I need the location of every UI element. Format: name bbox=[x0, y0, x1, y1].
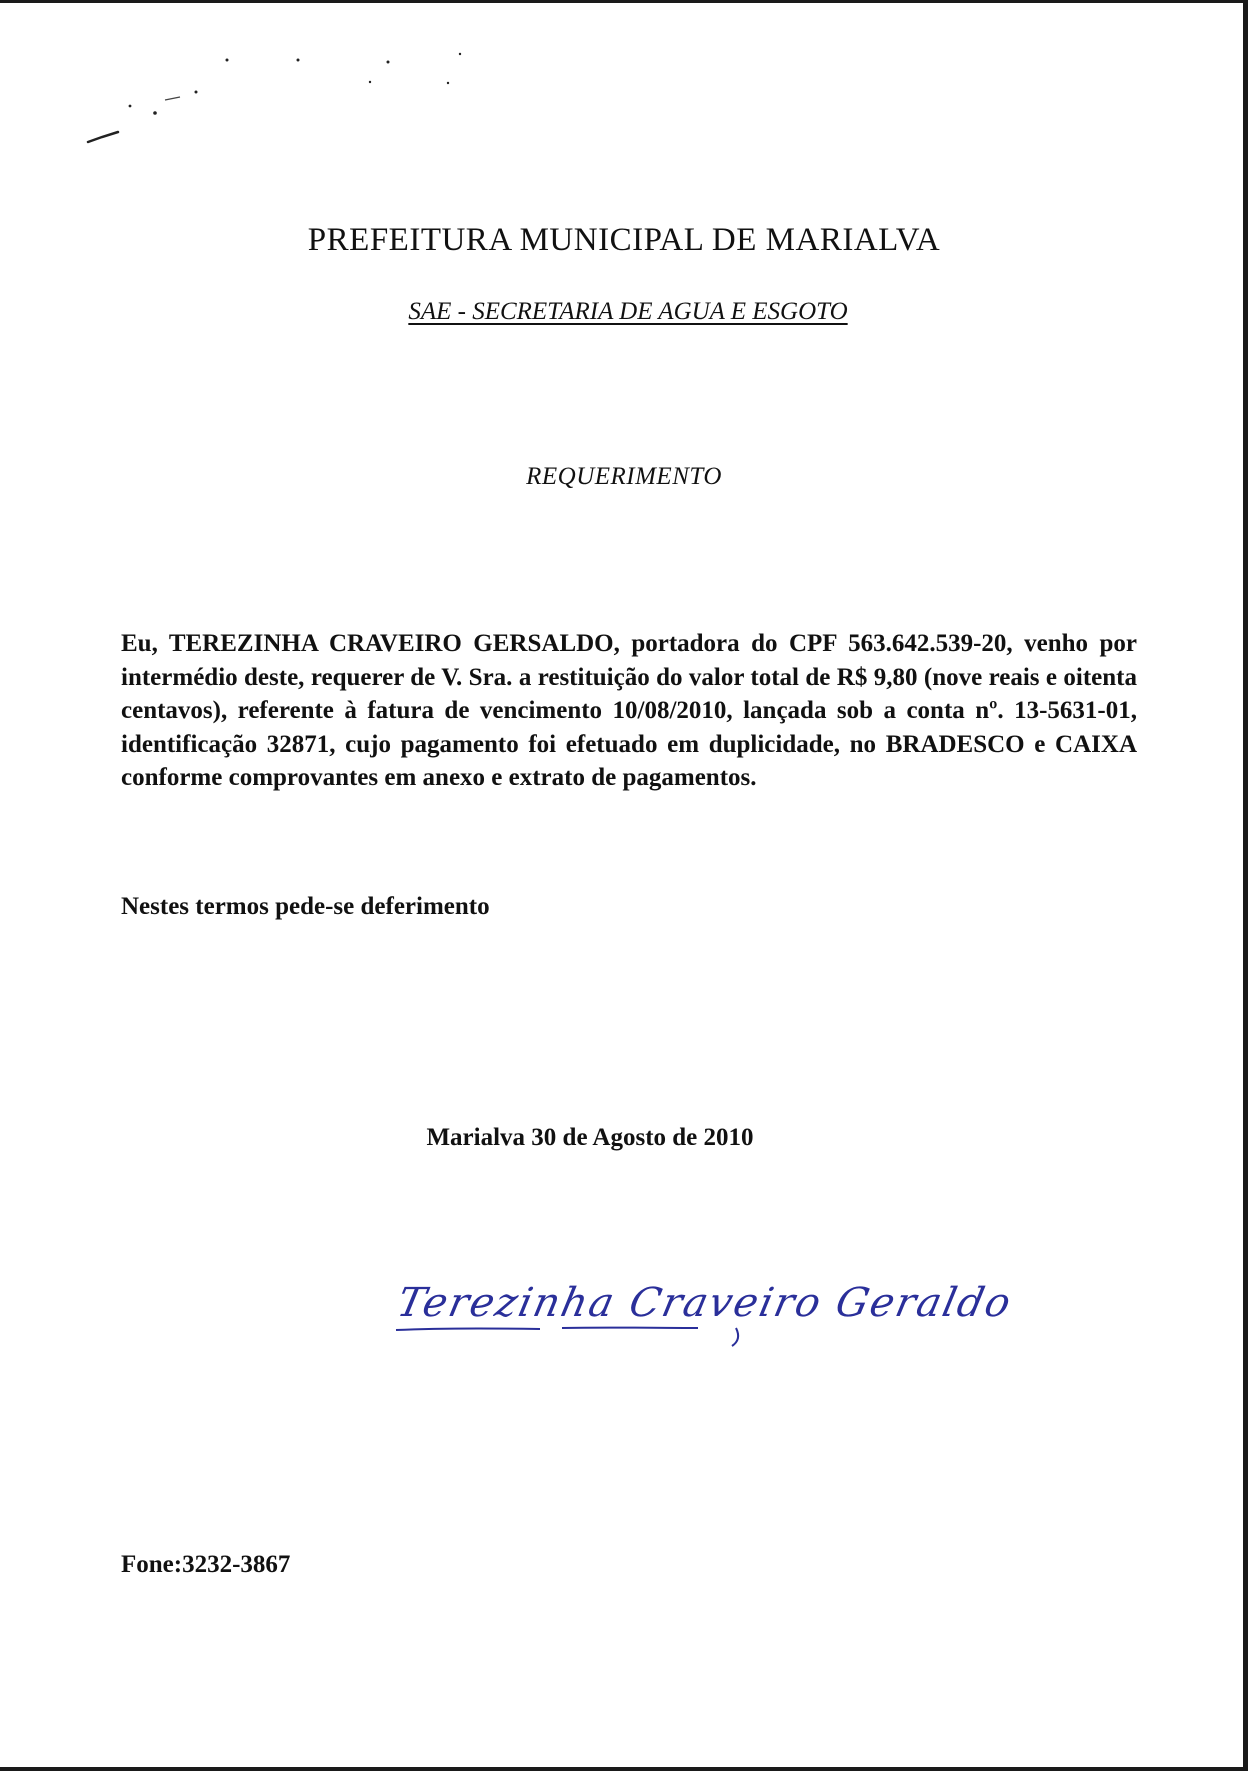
department-subtitle-row bbox=[0, 298, 1248, 326]
scan-specks bbox=[0, 0, 480, 160]
place-date-line bbox=[0, 1124, 1248, 1152]
municipality-title-text: PREFEITURA MUNICIPAL DE MARIALVA bbox=[307, 222, 941, 258]
handwritten-signature bbox=[380, 1262, 1017, 1352]
closing-line: Nestes termos pede-se deferimento bbox=[121, 893, 490, 920]
department-subtitle: SAE - SECRETARIA DE AGUA E ESGOTO bbox=[408, 298, 848, 325]
document-heading: REQUERIMENTO bbox=[526, 463, 722, 490]
request-body-paragraph: Eu, TEREZINHA CRAVEIRO GERSALDO, portadora do CPF 563.642.539-20, venho por intermédio deste, requerer de V. Sra. a restituição do valor total de R$ 9,80 (nove reais e oitenta centavos), referente à fatura de vencimento 10/08/2010, lançada sob a conta nº. 13-5631-01, identificação 32871, cujo pagamento foi efetuado em duplicidade, no BRADESCO e CAIXA conforme comprovantes em anexo e extrato de pagamentos. bbox=[121, 630, 1137, 791]
signature-underline bbox=[380, 1262, 900, 1352]
signature-text: Terezinha Craveiro Geraldo bbox=[393, 1280, 1017, 1326]
place-date-text: Marialva 30 de Agosto de 2010 bbox=[426, 1124, 754, 1151]
municipality-title bbox=[0, 222, 1248, 259]
phone-number: Fone:3232-3867 bbox=[121, 1551, 291, 1578]
